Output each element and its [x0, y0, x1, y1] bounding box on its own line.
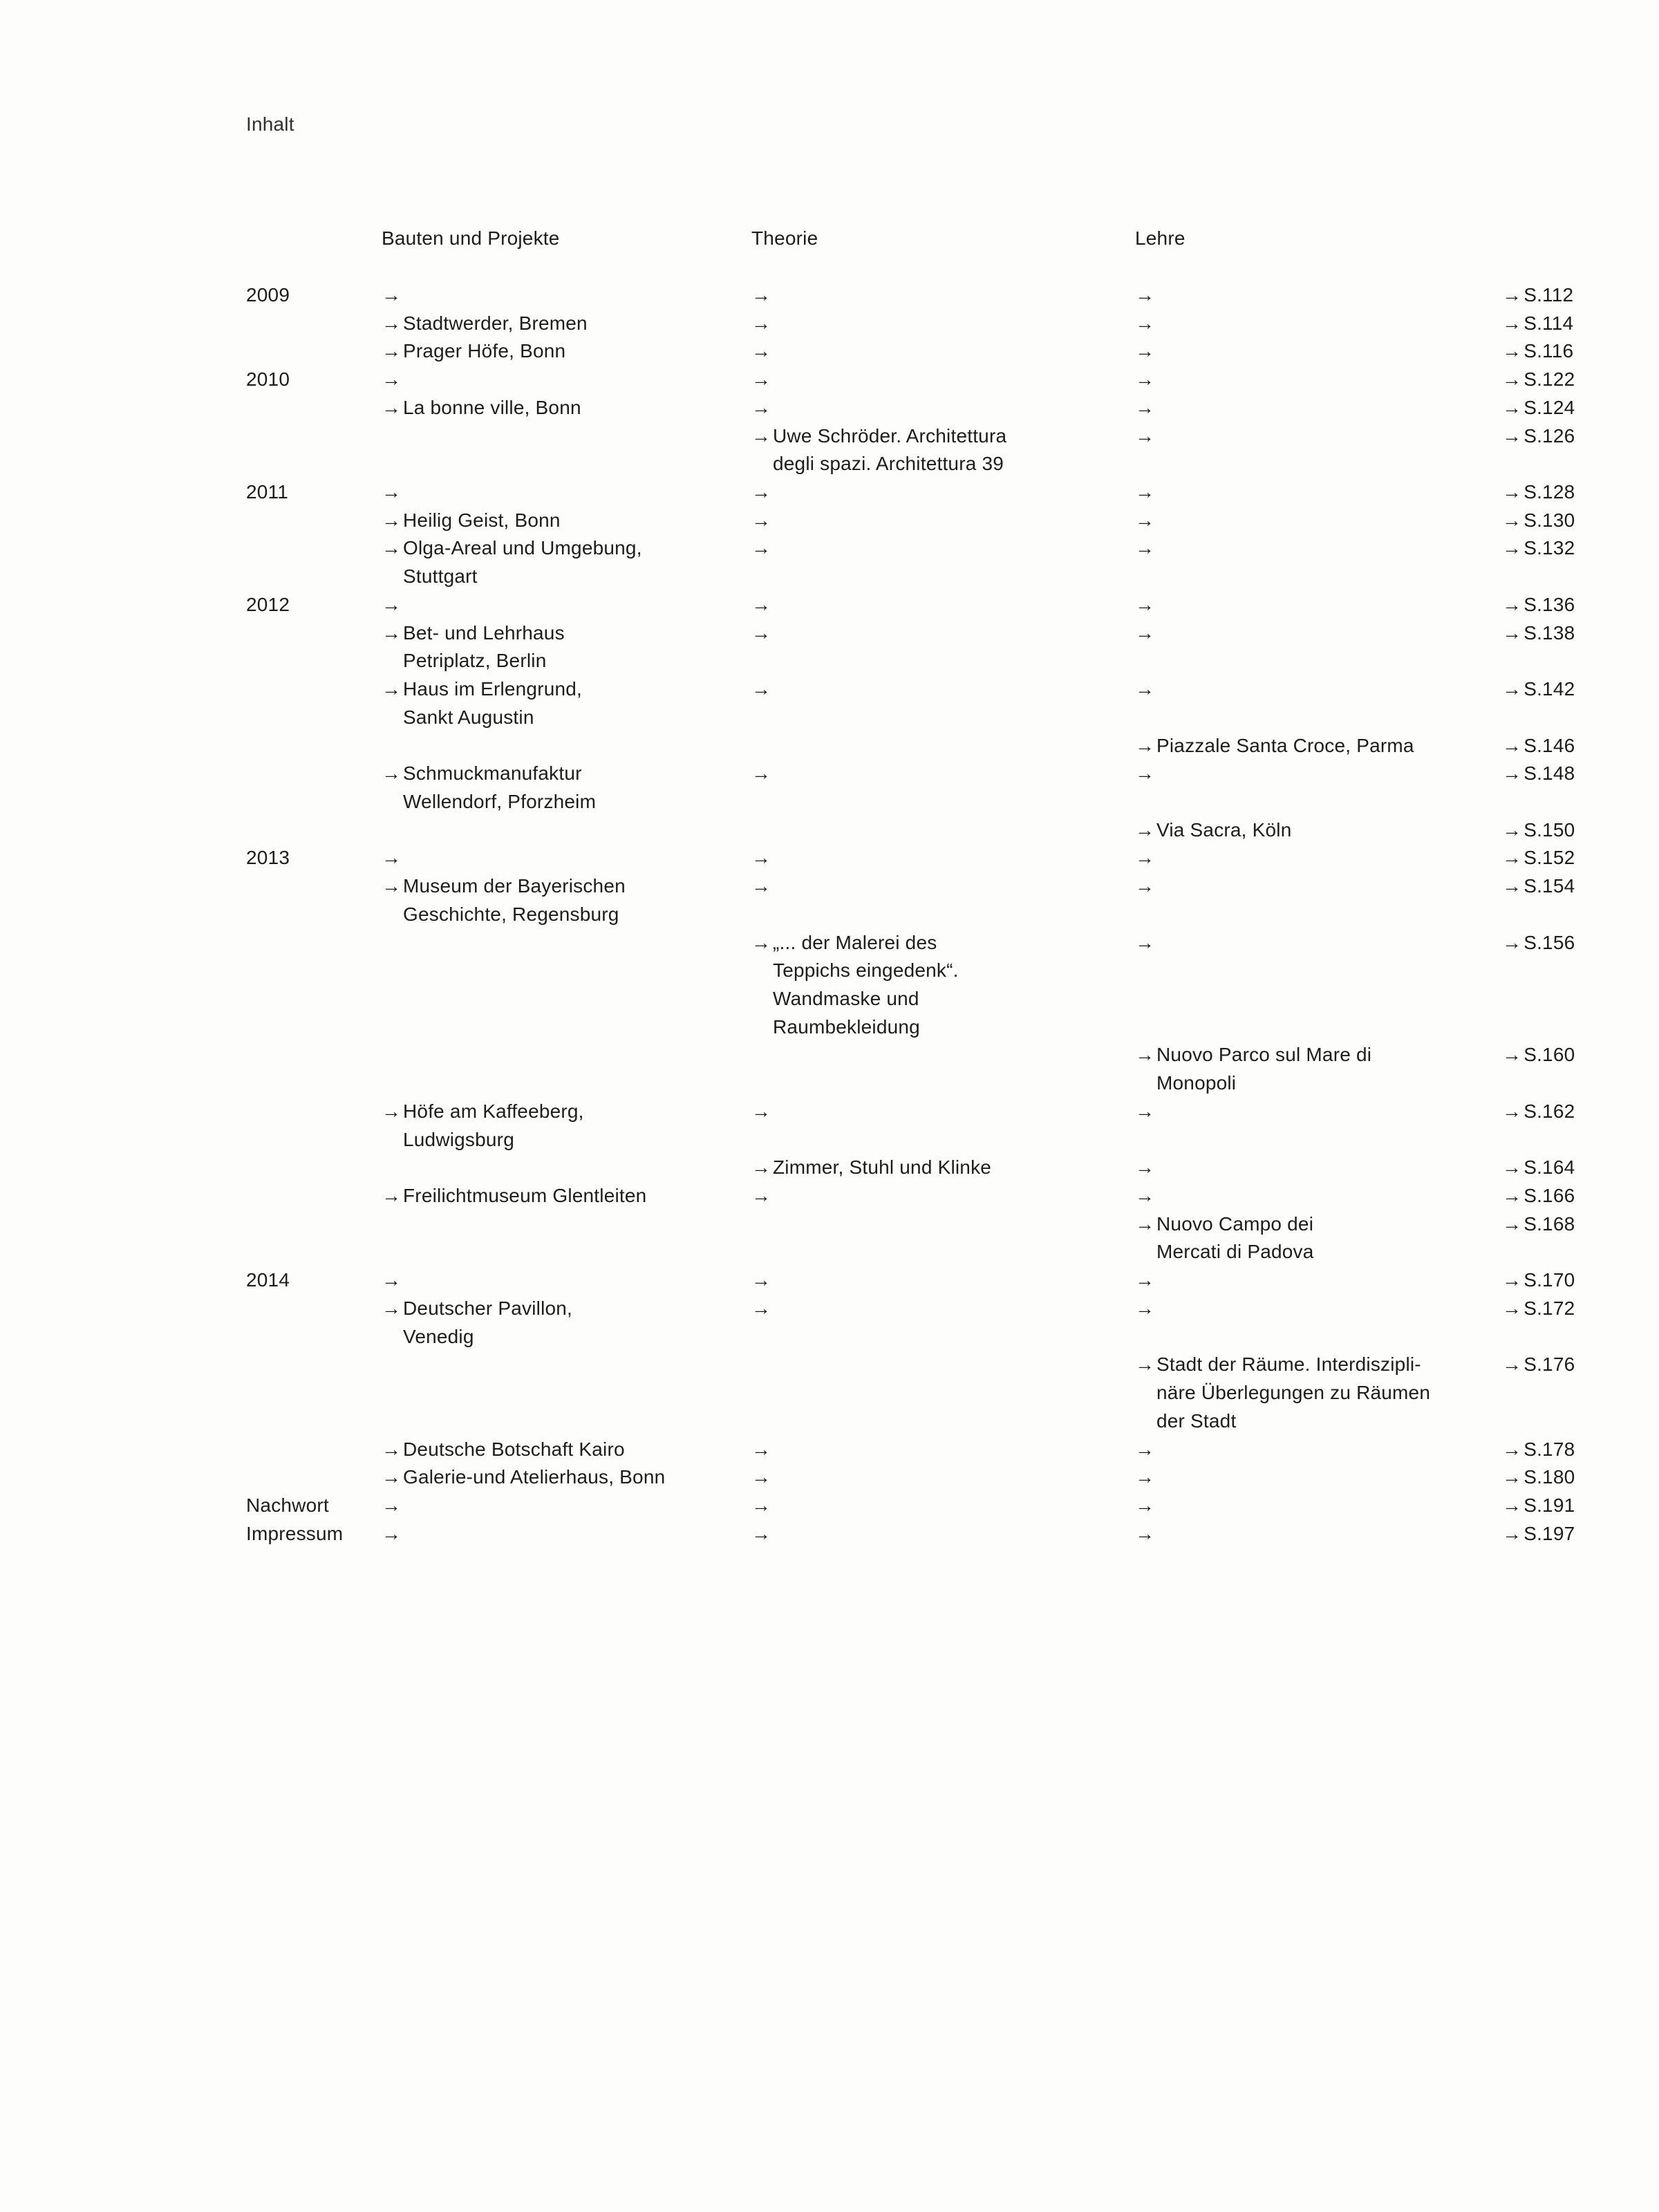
- arrow-icon: →: [751, 1466, 771, 1488]
- arrow-icon: →: [1135, 875, 1155, 897]
- arrow-icon: →: [382, 1269, 402, 1291]
- arrow-icon: →: [1502, 1297, 1522, 1319]
- arrow-icon: →: [1502, 509, 1522, 531]
- entry-theorie-continuation: Raumbekleidung: [773, 1015, 920, 1038]
- arrow-icon: →: [382, 1466, 402, 1488]
- arrow-icon: →: [751, 847, 771, 869]
- toc-line: [0, 675, 1659, 703]
- page-number: S.156: [1524, 931, 1575, 953]
- arrow-icon: →: [1502, 368, 1522, 391]
- arrow-icon: →: [1135, 762, 1155, 785]
- page-ref: [1502, 534, 1575, 562]
- entry-theorie: Uwe Schröder. Architettura: [773, 424, 1007, 447]
- toc-line: [0, 309, 1659, 337]
- arrow-icon: →: [1502, 621, 1522, 644]
- arrow-icon: →: [1135, 593, 1155, 615]
- arrow-icon: →: [382, 762, 402, 785]
- page-ref: [1502, 506, 1575, 534]
- toc-line: [0, 365, 1659, 393]
- page-number: S.126: [1524, 424, 1575, 447]
- arrow-icon: →: [751, 1100, 771, 1122]
- arrow-icon: →: [1502, 537, 1522, 559]
- arrow-icon: →: [382, 481, 402, 503]
- entry-lehre: Nuovo Campo dei: [1156, 1212, 1314, 1235]
- row-label: 2014: [246, 1269, 290, 1291]
- page-number: S.132: [1524, 537, 1575, 559]
- page-ref: [1502, 422, 1575, 450]
- toc-line: [0, 956, 1659, 984]
- arrow-icon: →: [1502, 734, 1522, 756]
- page-ref: [1502, 393, 1575, 422]
- toc-line: [0, 506, 1659, 534]
- arrow-icon: →: [751, 481, 771, 503]
- arrow-icon: →: [1502, 1044, 1522, 1066]
- entry-bauten: Heilig Geist, Bonn: [403, 509, 561, 531]
- page-ref: [1502, 1435, 1575, 1463]
- arrow-icon: →: [751, 678, 771, 700]
- toc-line: [0, 1519, 1659, 1548]
- toc-line: [0, 562, 1659, 590]
- arrow-icon: →: [1502, 1466, 1522, 1488]
- arrow-icon: →: [1135, 847, 1155, 869]
- arrow-icon: →: [1135, 284, 1155, 306]
- arrow-icon: →: [751, 312, 771, 334]
- page-ref: [1502, 590, 1575, 619]
- toc-line: [0, 619, 1659, 647]
- arrow-icon: →: [1502, 818, 1522, 841]
- entry-bauten: Olga-Areal und Umgebung,: [403, 537, 642, 559]
- entry-bauten: Museum der Bayerischen: [403, 875, 626, 897]
- arrow-icon: →: [1135, 368, 1155, 391]
- arrow-icon: →: [1502, 931, 1522, 953]
- page-ref: [1502, 843, 1575, 872]
- page-ref: [1502, 675, 1575, 703]
- arrow-icon: →: [1135, 734, 1155, 756]
- toc-line: [0, 984, 1659, 1013]
- page-ref: [1502, 731, 1575, 760]
- entry-bauten-continuation: Petriplatz, Berlin: [403, 650, 547, 672]
- toc-line: [0, 337, 1659, 365]
- arrow-icon: →: [751, 1522, 771, 1544]
- arrow-icon: →: [1135, 340, 1155, 362]
- arrow-icon: →: [1502, 396, 1522, 418]
- arrow-icon: →: [1135, 1297, 1155, 1319]
- arrow-icon: →: [1502, 847, 1522, 869]
- column-header-theorie: Theorie: [751, 227, 818, 249]
- entry-bauten-continuation: Geschichte, Regensburg: [403, 903, 619, 925]
- page-number: S.112: [1524, 284, 1574, 306]
- arrow-icon: →: [1502, 424, 1522, 447]
- row-label: 2009: [246, 284, 290, 306]
- arrow-icon: →: [751, 593, 771, 615]
- page-ref: [1502, 1491, 1575, 1519]
- arrow-icon: →: [1502, 340, 1522, 362]
- arrow-icon: →: [751, 621, 771, 644]
- toc-line: [0, 1435, 1659, 1463]
- arrow-icon: →: [751, 1297, 771, 1319]
- entry-bauten: Galerie-und Atelierhaus, Bonn: [403, 1466, 666, 1488]
- arrow-icon: →: [1135, 1100, 1155, 1122]
- page-ref: [1502, 1181, 1575, 1210]
- page-number: S.130: [1524, 509, 1575, 531]
- page-number: S.150: [1524, 818, 1575, 841]
- arrow-icon: →: [382, 368, 402, 391]
- entry-bauten: La bonne ville, Bonn: [403, 396, 581, 418]
- page-number: S.172: [1524, 1297, 1575, 1319]
- toc-line: [0, 1097, 1659, 1125]
- arrow-icon: →: [1135, 678, 1155, 700]
- toc-line: [0, 1491, 1659, 1519]
- arrow-icon: →: [382, 1438, 402, 1460]
- arrow-icon: →: [382, 1100, 402, 1122]
- arrow-icon: →: [1135, 1522, 1155, 1544]
- arrow-icon: →: [382, 396, 402, 418]
- entry-bauten: Haus im Erlengrund,: [403, 678, 583, 700]
- page-number: S.180: [1524, 1466, 1575, 1488]
- entry-bauten-continuation: Venedig: [403, 1325, 474, 1347]
- toc-line: [0, 1181, 1659, 1210]
- toc-line: [0, 1153, 1659, 1181]
- arrow-icon: →: [1135, 1212, 1155, 1235]
- arrow-icon: →: [1502, 1212, 1522, 1235]
- arrow-icon: →: [1502, 1494, 1522, 1516]
- arrow-icon: →: [382, 312, 402, 334]
- toc-line: [0, 1322, 1659, 1351]
- arrow-icon: →: [382, 537, 402, 559]
- arrow-icon: →: [1135, 509, 1155, 531]
- entry-theorie: Zimmer, Stuhl und Klinke: [773, 1156, 992, 1179]
- page-number: S.136: [1524, 593, 1575, 615]
- toc-line: [0, 1210, 1659, 1238]
- toc-line: [0, 731, 1659, 760]
- arrow-icon: →: [382, 875, 402, 897]
- toc-line: [0, 1294, 1659, 1322]
- page-number: S.168: [1524, 1212, 1575, 1235]
- page-ref: [1502, 1294, 1575, 1322]
- entry-theorie-continuation: Teppichs eingedenk“.: [773, 959, 959, 982]
- arrow-icon: →: [1135, 931, 1155, 953]
- arrow-icon: →: [1135, 1185, 1155, 1207]
- entry-lehre-continuation: näre Überlegungen zu Räumen: [1156, 1382, 1431, 1404]
- arrow-icon: →: [751, 424, 771, 447]
- toc-line: [0, 281, 1659, 309]
- page-ref: [1502, 1519, 1575, 1548]
- arrow-icon: →: [1502, 1269, 1522, 1291]
- arrow-icon: →: [1502, 593, 1522, 615]
- toc-line: [0, 1040, 1659, 1069]
- page-number: S.197: [1524, 1522, 1575, 1544]
- arrow-icon: →: [1502, 875, 1522, 897]
- toc-line: [0, 900, 1659, 928]
- page-ref: [1502, 1097, 1575, 1125]
- entry-bauten: Prager Höfe, Bonn: [403, 340, 566, 362]
- arrow-icon: →: [1502, 1185, 1522, 1207]
- toc-line: [0, 478, 1659, 506]
- arrow-icon: →: [382, 621, 402, 644]
- page-number: S.138: [1524, 621, 1575, 644]
- arrow-icon: →: [751, 1156, 771, 1179]
- toc-line: [0, 534, 1659, 562]
- arrow-icon: →: [1135, 1438, 1155, 1460]
- arrow-icon: →: [1135, 1466, 1155, 1488]
- arrow-icon: →: [1135, 396, 1155, 418]
- entry-bauten: Deutscher Pavillon,: [403, 1297, 573, 1319]
- arrow-icon: →: [751, 368, 771, 391]
- page-ref: [1502, 619, 1575, 647]
- entry-bauten-continuation: Stuttgart: [403, 565, 478, 588]
- toc-line: [0, 1125, 1659, 1154]
- page-number: S.122: [1524, 368, 1575, 391]
- entry-bauten: Freilichtmuseum Glentleiten: [403, 1185, 647, 1207]
- arrow-icon: →: [1135, 1494, 1155, 1516]
- arrow-icon: →: [1502, 312, 1522, 334]
- toc-line: [0, 872, 1659, 900]
- arrow-icon: →: [751, 537, 771, 559]
- entry-lehre: Stadt der Räume. Interdiszipli-: [1156, 1353, 1421, 1376]
- page-ref: [1502, 872, 1575, 900]
- arrow-icon: →: [751, 1438, 771, 1460]
- arrow-icon: →: [1502, 284, 1522, 306]
- toc-line: [0, 590, 1659, 619]
- arrow-icon: →: [751, 1494, 771, 1516]
- arrow-icon: →: [1135, 818, 1155, 841]
- page-number: S.178: [1524, 1438, 1575, 1460]
- page-ref: [1502, 1040, 1575, 1069]
- arrow-icon: →: [382, 847, 402, 869]
- arrow-icon: →: [1135, 1269, 1155, 1291]
- arrow-icon: →: [1135, 424, 1155, 447]
- page-number: S.114: [1524, 312, 1574, 334]
- page-ref: [1502, 1210, 1575, 1238]
- toc-line: [0, 703, 1659, 731]
- toc-line: [0, 816, 1659, 844]
- page-ref: [1502, 759, 1575, 787]
- arrow-icon: →: [382, 340, 402, 362]
- arrow-icon: →: [751, 396, 771, 418]
- entry-bauten-continuation: Ludwigsburg: [403, 1128, 514, 1150]
- arrow-icon: →: [751, 762, 771, 785]
- entry-lehre: Piazzale Santa Croce, Parma: [1156, 734, 1414, 756]
- entry-bauten: Höfe am Kaffeeberg,: [403, 1100, 584, 1122]
- toc-line: [0, 393, 1659, 422]
- entry-bauten: Bet- und Lehrhaus: [403, 621, 565, 644]
- arrow-icon: →: [1502, 1438, 1522, 1460]
- page-number: S.154: [1524, 875, 1575, 897]
- toc-line: [0, 928, 1659, 957]
- entry-lehre-continuation: Mercati di Padova: [1156, 1241, 1314, 1263]
- arrow-icon: →: [382, 509, 402, 531]
- entry-bauten-continuation: Sankt Augustin: [403, 706, 534, 728]
- entry-bauten-continuation: Wellendorf, Pforzheim: [403, 790, 597, 812]
- toc-line: [0, 1237, 1659, 1266]
- arrow-icon: →: [751, 340, 771, 362]
- entry-lehre: Via Sacra, Köln: [1156, 818, 1292, 841]
- entry-lehre-continuation: Monopoli: [1156, 1072, 1237, 1094]
- arrow-icon: →: [1135, 312, 1155, 334]
- page-ref: [1502, 281, 1573, 309]
- page-number: S.152: [1524, 847, 1575, 869]
- toc-line: [0, 1378, 1659, 1407]
- page-number: S.116: [1524, 340, 1574, 362]
- page-number: S.176: [1524, 1353, 1575, 1376]
- column-header-bauten-und-projekte: Bauten und Projekte: [382, 227, 560, 249]
- arrow-icon: →: [751, 284, 771, 306]
- row-label: 2010: [246, 368, 290, 391]
- page-number: S.164: [1524, 1156, 1575, 1179]
- toc-line: [0, 449, 1659, 478]
- entry-lehre-continuation: der Stadt: [1156, 1409, 1237, 1432]
- toc-line: [0, 646, 1659, 675]
- page-number: S.146: [1524, 734, 1575, 756]
- entry-lehre: Nuovo Parco sul Mare di: [1156, 1044, 1372, 1066]
- arrow-icon: →: [1135, 537, 1155, 559]
- row-label: Impressum: [246, 1522, 344, 1544]
- toc-line: [0, 1013, 1659, 1041]
- toc-line: [0, 1266, 1659, 1294]
- arrow-icon: →: [751, 1269, 771, 1291]
- page-ref: [1502, 365, 1575, 393]
- page-ref: [1502, 337, 1573, 365]
- toc-line: [0, 1463, 1659, 1491]
- toc-line: [0, 759, 1659, 787]
- page-number: S.148: [1524, 762, 1575, 785]
- toc-line: [0, 1407, 1659, 1435]
- page-ref: [1502, 1153, 1575, 1181]
- page-ref: [1502, 1350, 1575, 1378]
- arrow-icon: →: [382, 593, 402, 615]
- arrow-icon: →: [751, 875, 771, 897]
- entry-theorie: „... der Malerei des: [773, 931, 937, 953]
- entry-bauten: Stadtwerder, Bremen: [403, 312, 588, 334]
- arrow-icon: →: [1502, 1100, 1522, 1122]
- arrow-icon: →: [1135, 1353, 1155, 1376]
- row-label: Nachwort: [246, 1494, 329, 1516]
- column-header-lehre: Lehre: [1135, 227, 1185, 249]
- toc-line: [0, 422, 1659, 450]
- page-number: S.166: [1524, 1185, 1575, 1207]
- row-label: 2013: [246, 847, 290, 869]
- arrow-icon: →: [1502, 481, 1522, 503]
- arrow-icon: →: [751, 509, 771, 531]
- arrow-icon: →: [1502, 678, 1522, 700]
- page-number: S.128: [1524, 481, 1575, 503]
- page-title: Inhalt: [246, 113, 294, 135]
- arrow-icon: →: [382, 284, 402, 306]
- arrow-icon: →: [1135, 1156, 1155, 1179]
- arrow-icon: →: [1502, 1522, 1522, 1544]
- entry-theorie-continuation: degli spazi. Architettura 39: [773, 453, 1004, 475]
- arrow-icon: →: [382, 1522, 402, 1544]
- page-number: S.160: [1524, 1044, 1575, 1066]
- page-number: S.162: [1524, 1100, 1575, 1122]
- page-ref: [1502, 816, 1575, 844]
- arrow-icon: →: [751, 931, 771, 953]
- page-ref: [1502, 478, 1575, 506]
- page-number: S.124: [1524, 396, 1575, 418]
- entry-theorie-continuation: Wandmaske und: [773, 988, 919, 1009]
- arrow-icon: →: [1135, 621, 1155, 644]
- toc-line: [0, 1069, 1659, 1097]
- page-ref: [1502, 1463, 1575, 1491]
- page-number: S.170: [1524, 1269, 1575, 1291]
- arrow-icon: →: [382, 678, 402, 700]
- toc-line: [0, 843, 1659, 872]
- page-ref: [1502, 1266, 1575, 1294]
- entry-bauten: Deutsche Botschaft Kairo: [403, 1438, 625, 1460]
- page-ref: [1502, 309, 1573, 337]
- row-label: 2011: [246, 481, 289, 503]
- arrow-icon: →: [382, 1494, 402, 1516]
- arrow-icon: →: [1502, 1353, 1522, 1376]
- page-ref: [1502, 928, 1575, 957]
- arrow-icon: →: [1502, 762, 1522, 785]
- page-number: S.191: [1524, 1494, 1575, 1516]
- arrow-icon: →: [1135, 1044, 1155, 1066]
- arrow-icon: →: [751, 1185, 771, 1207]
- arrow-icon: →: [382, 1297, 402, 1319]
- arrow-icon: →: [1502, 1156, 1522, 1179]
- page-number: S.142: [1524, 678, 1575, 700]
- arrow-icon: →: [1135, 481, 1155, 503]
- toc-line: [0, 787, 1659, 816]
- entry-bauten: Schmuckmanufaktur: [403, 762, 582, 785]
- row-label: 2012: [246, 593, 290, 615]
- toc-line: [0, 1350, 1659, 1378]
- arrow-icon: →: [382, 1185, 402, 1207]
